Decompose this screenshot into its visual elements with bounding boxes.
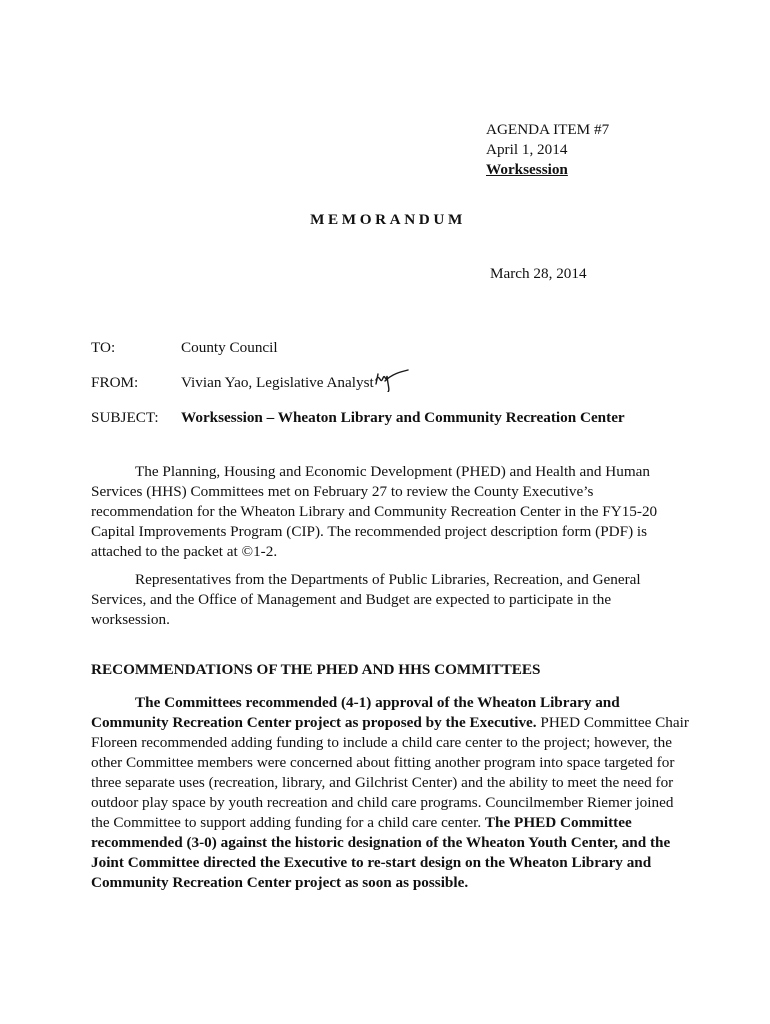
paragraph-recommendations	[91, 693, 691, 893]
agenda-item: AGENDA ITEM #7	[486, 121, 610, 138]
paragraph-3	[91, 693, 691, 893]
subject-label: SUBJECT:	[91, 409, 159, 426]
agenda-session: Worksession	[486, 161, 568, 178]
paragraph-2-text: Representatives from the Departments of Public Libraries, Recreation, and General Services, and the Office of Management and Budget are expected to participate in the worksession.	[91, 571, 641, 628]
paragraph-3-bold-1: The Committees recommended (4-1) approval of the Wheaton Library and Community Recreation Center project as proposed by the Executive.	[91, 694, 620, 731]
subject-value: Worksession – Wheaton Library and Community Recreation Center	[181, 409, 625, 426]
handwritten-initials	[374, 376, 410, 392]
paragraph-1-text: The Planning, Housing and Economic Development (PHED) and Health and Human Services (HHS) Committees met on February 27 to review the County Executive’s recommendation for the Wheaton Library and Community Recreation Center in the FY15-20 Capital Improvements Program (CIP). The recommended project description form (PDF) is attached to the packet at ©1-2.	[91, 463, 658, 560]
from-label: FROM:	[91, 374, 139, 391]
to-label: TO:	[91, 339, 116, 356]
memo-title: MEMORANDUM	[310, 211, 466, 228]
from-value-wrap	[181, 373, 410, 393]
paragraph-3-bold-2: The PHED Committee recommended (3-0) against the historic designation of the Wheaton Youth Center, and the Joint Committee directed the Executive to re-start design on the Wheaton Library and Community Recreation Center project as soon as possible.	[91, 814, 671, 891]
paragraph-representatives	[91, 570, 691, 630]
paragraph-3-plain: PHED Committee Chair Floreen recommended adding funding to include a child care center to the project; however, the other Committee members were concerned about fitting another program into space targeted for three separate uses (recreation, library, and Gilchrist Center) and the ability to meet the need for outdoor play space by youth recreation and child care programs. Councilmember Riemer joined the Committee to support adding funding for a child care center.	[91, 714, 689, 831]
paragraph-committee-review	[91, 462, 691, 562]
agenda-date: April 1, 2014	[486, 141, 568, 158]
agenda-block	[486, 120, 609, 180]
section-heading: RECOMMENDATIONS OF THE PHED AND HHS COMMITTEES	[91, 661, 541, 678]
memo-date: March 28, 2014	[490, 265, 587, 282]
from-value: Vivian Yao, Legislative Analyst	[181, 374, 374, 391]
to-value: County Council	[181, 339, 278, 356]
